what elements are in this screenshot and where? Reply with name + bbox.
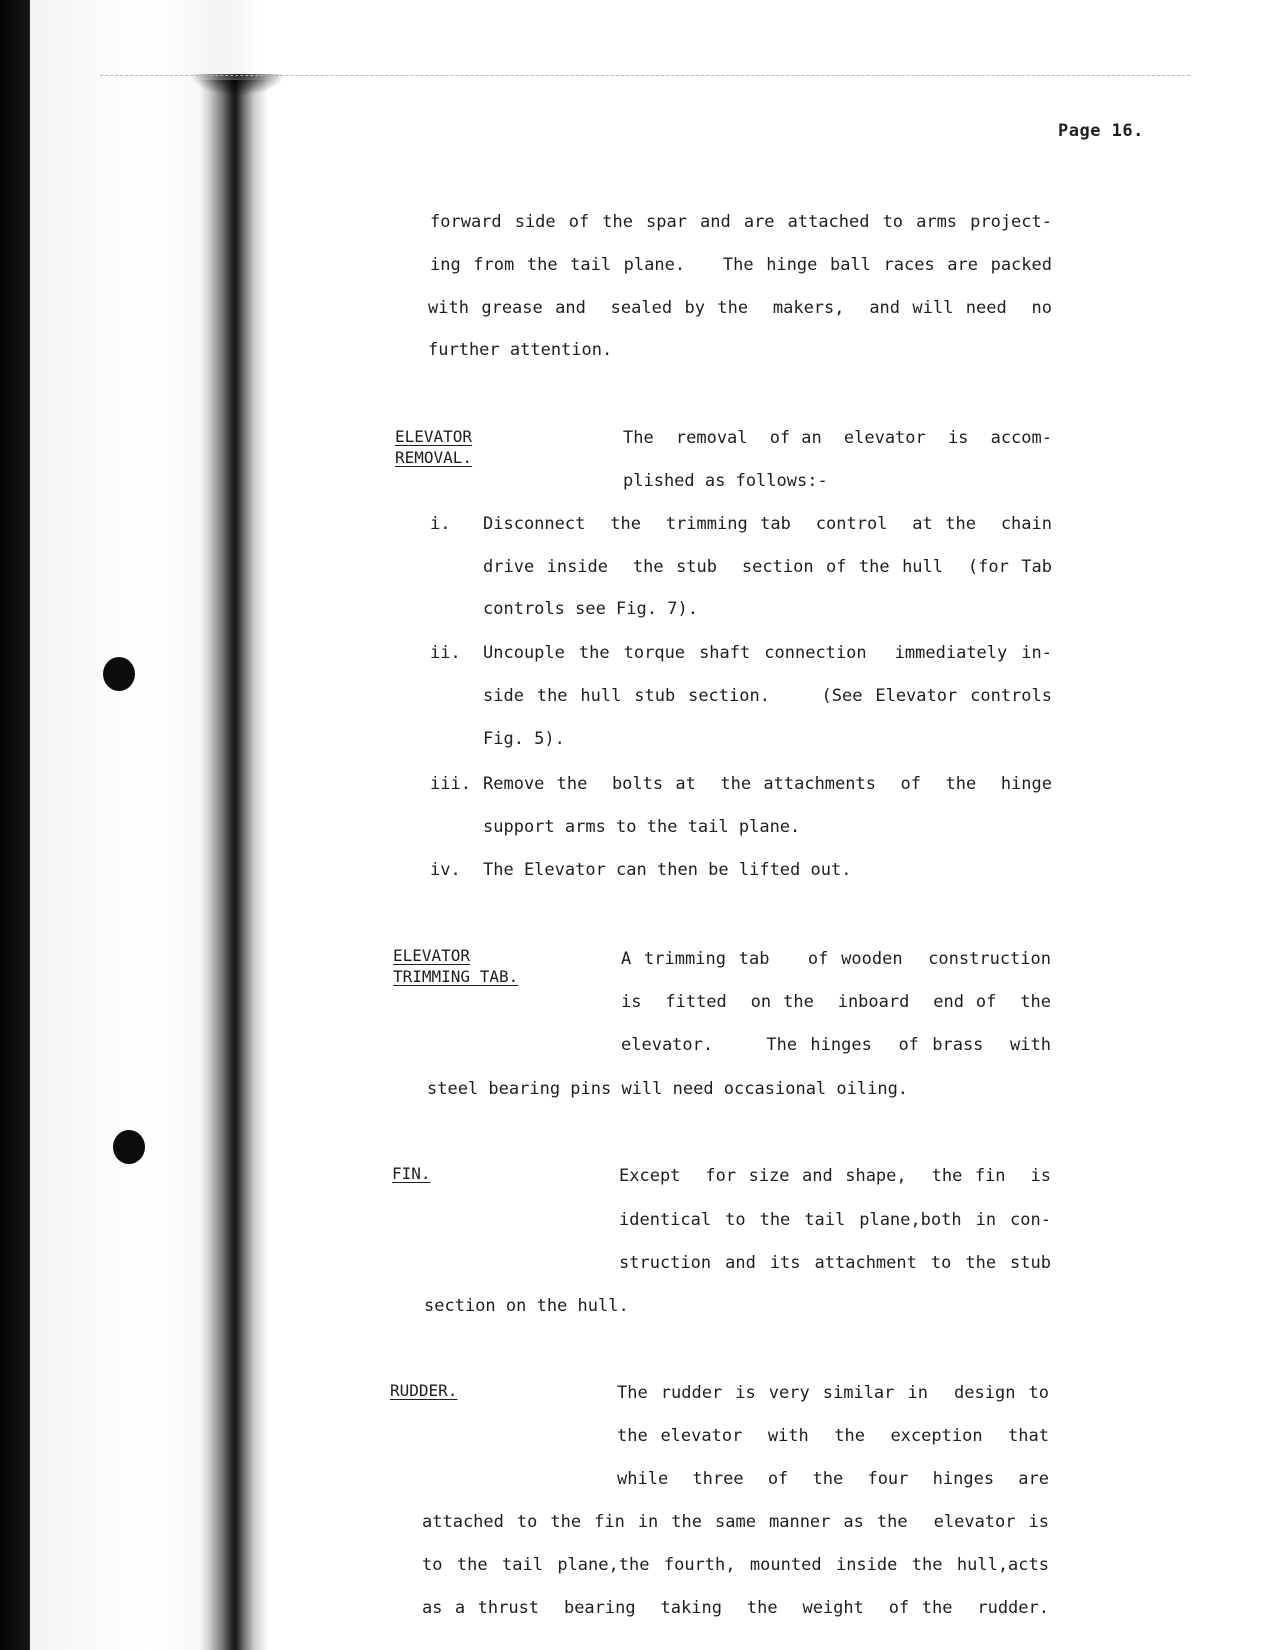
trimming-tab-line: elevator. The hinges of brass with [621,1035,1051,1055]
fin-line: struction and its attachment to the stub [619,1253,1051,1273]
step-number: i. [430,514,451,534]
step-line: controls see Fig. 7). [483,599,698,619]
section-heading-elevator-trimming-tab: TRIMMING TAB. [393,967,519,986]
trimming-tab-line: steel bearing pins will need occasional oiling. [427,1079,909,1099]
intro-line: forward side of the spar and are attached to arms project- [430,212,1052,232]
trimming-tab-line: is fitted on the inboard end of the [621,992,1051,1012]
fin-line: section on the hull. [424,1296,629,1316]
intro-line: with grease and sealed by the makers, and will need no [428,298,1052,318]
section-heading-rudder: RUDDER. [390,1381,458,1400]
step-number: iii. [430,774,471,794]
fin-line: Except for size and shape, the fin is [619,1166,1051,1186]
rudder-line: as a thrust bearing taking the weight of the rudder. [422,1598,1049,1618]
step-line: Disconnect the trimming tab control at the chain [483,514,1052,534]
binding-shadow-top [190,74,285,96]
page-number: Page 16. [1058,121,1144,141]
step-line: The Elevator can then be lifted out. [483,860,852,880]
rudder-line: the elevator with the exception that [617,1426,1049,1446]
section-heading-elevator-removal: ELEVATOR [395,427,473,446]
trimming-tab-line: A trimming tab of wooden construction [621,949,1051,969]
section-heading-fin: FIN. [392,1164,431,1183]
punch-hole [113,1130,145,1164]
rudder-line: to the tail plane,the fourth, mounted inside the hull,acts [422,1555,1049,1575]
section-heading-elevator-trimming-tab: ELEVATOR [393,946,471,965]
punch-hole [103,657,135,691]
step-line: drive inside the stub section of the hull (for Tab [483,557,1052,577]
intro-line: further attention. [428,340,613,360]
binding-shadow [200,80,270,1650]
step-line: support arms to the tail plane. [483,817,801,837]
step-number: ii. [430,643,461,663]
step-number: iv. [430,860,461,880]
step-line: Uncouple the torque shaft connection immediately in- [483,643,1052,663]
intro-line: ing from the tail plane. The hinge ball races are packed [430,255,1052,275]
step-line: side the hull stub section. (See Elevator controls [483,686,1052,706]
top-edge-rule [100,75,1190,76]
elevator-removal-intro-line: The removal of an elevator is accom- [623,428,1052,448]
rudder-line: attached to the fin in the same manner as the elevator is [422,1512,1049,1532]
section-heading-elevator-removal: REMOVAL. [395,448,473,467]
elevator-removal-intro-line: plished as follows:- [623,471,828,491]
step-line: Fig. 5). [483,729,565,749]
fin-line: identical to the tail plane,both in con- [619,1210,1051,1230]
step-line: Remove the bolts at the attachments of the hinge [483,774,1052,794]
rudder-line: while three of the four hinges are [617,1469,1049,1489]
rudder-line: The rudder is very similar in design to [617,1383,1049,1403]
